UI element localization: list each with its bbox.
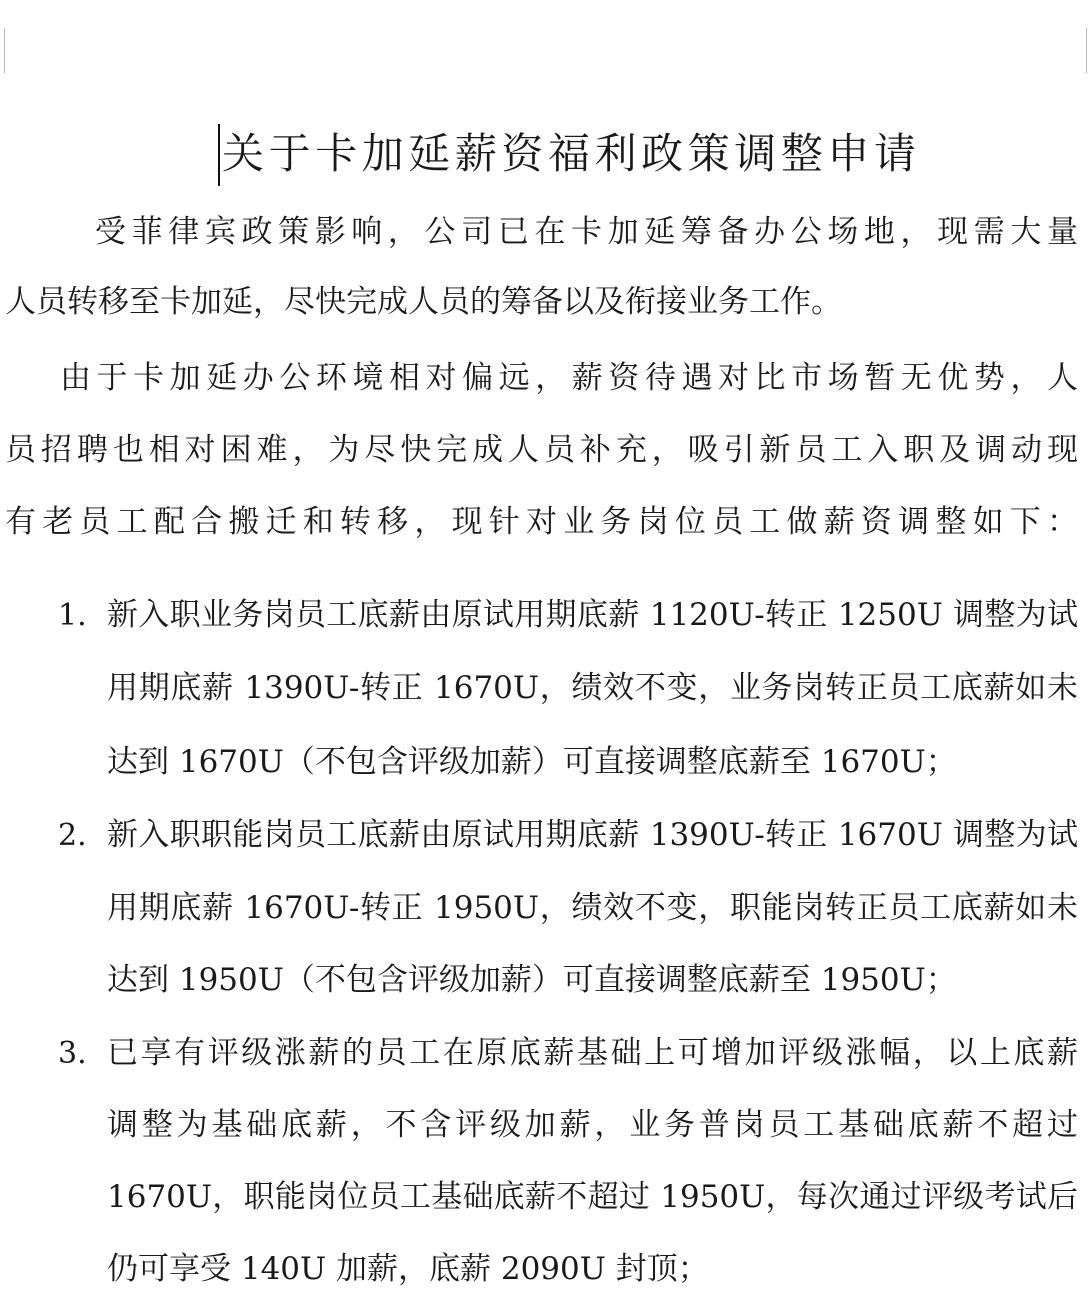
list-number-3: 3. (58, 1036, 87, 1071)
margin-mark-right (1086, 28, 1087, 73)
list-item-2-line-1[interactable]: 新入职职能岗员工底薪由原试用期底薪 1390U-转正 1670U 调整为试 (107, 817, 1078, 853)
list-item-1-line-3[interactable]: 达到 1670U（不包含评级加薪）可直接调整底薪至 1670U； (107, 744, 957, 780)
list-number-2: 2. (58, 818, 87, 853)
list-item-3-line-4[interactable]: 仍可享受 140U 加薪，底薪 2090U 封顶； (107, 1251, 709, 1287)
list-item-1-line-2[interactable]: 用期底薪 1390U-转正 1670U，绩效不变，业务岗转正员工底薪如未 (107, 670, 1078, 706)
text-cursor (218, 124, 220, 186)
list-item-3-line-3[interactable]: 1670U，职能岗位员工基础底薪不超过 1950U，每次通过评级考试后 (107, 1179, 1078, 1215)
list-item-2-line-2[interactable]: 用期底薪 1670U-转正 1950U，绩效不变，职能岗转正员工底薪如未 (107, 890, 1078, 926)
list-item-2-line-3[interactable]: 达到 1950U（不包含评级加薪）可直接调整底薪至 1950U； (107, 962, 957, 998)
margin-mark-left (4, 28, 5, 73)
paragraph-2-line-3[interactable]: 有老员工配合搬迁和转移，现针对业务岗位员工做薪资调整如下： (5, 504, 1078, 540)
paragraph-1-line-2[interactable]: 人员转移至卡加延，尽快完成人员的筹备以及衔接业务工作。 (5, 284, 842, 320)
list-item-3-line-1[interactable]: 已享有评级涨薪的员工在原底薪基础上可增加评级涨幅，以上底薪 (107, 1035, 1078, 1071)
paragraph-2-line-2[interactable]: 员招聘也相对困难，为尽快完成人员补充，吸引新员工入职及调动现 (5, 432, 1078, 468)
paragraph-1-line-1[interactable]: 受菲律宾政策影响，公司已在卡加延筹备办公场地，现需大量 (95, 214, 1078, 250)
list-item-3-line-2[interactable]: 调整为基础底薪，不含评级加薪，业务普岗员工基础底薪不超过 (107, 1107, 1078, 1143)
document-title[interactable]: 关于卡加延薪资福利政策调整申请 (222, 129, 916, 178)
list-number-1: 1. (58, 598, 87, 633)
list-item-1-line-1[interactable]: 新入职业务岗员工底薪由原试用期底薪 1120U-转正 1250U 调整为试 (107, 597, 1078, 633)
paragraph-2-line-1[interactable]: 由于卡加延办公环境相对偏远，薪资待遇对比市场暂无优势，人 (60, 360, 1078, 396)
